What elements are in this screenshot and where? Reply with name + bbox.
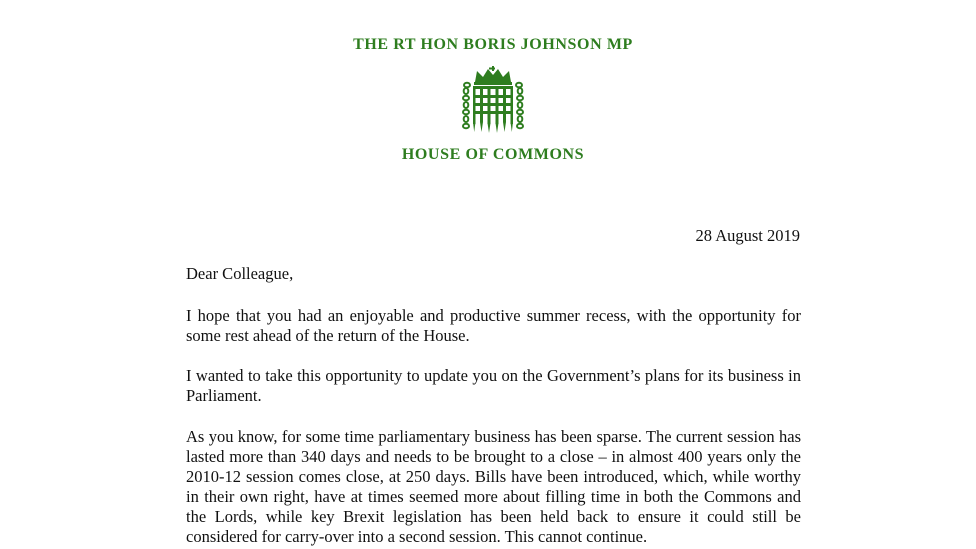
portcullis-icon xyxy=(461,66,525,134)
letterhead-house: HOUSE OF COMMONS xyxy=(401,146,585,163)
paragraph-2: I wanted to take this opportunity to update you on the Government’s plans for its business in Parliament. xyxy=(186,366,801,405)
salutation: Dear Colleague, xyxy=(186,264,294,283)
letter-date: 28 August 2019 xyxy=(695,226,800,245)
paragraph-3: As you know, for some time parliamentary business has been sparse. The current session has lasted more than 340 days and needs to be brought to a close – in almost 400 years only the 2010-12 session comes close, at 250 days. Bills have been introduced, which, while worthy in their own right, have at times seemed more about filling time in both the Commons and the Lords, while key Brexit legislation has been held back to ensure it could still be considered for carry-over into a second session. This cannot continue. xyxy=(186,427,801,546)
paragraph-1: I hope that you had an enjoyable and productive summer recess, with the opportunity for some rest ahead of the return of the House. xyxy=(186,306,801,345)
letterhead-name: THE RT HON BORIS JOHNSON MP xyxy=(353,36,633,53)
